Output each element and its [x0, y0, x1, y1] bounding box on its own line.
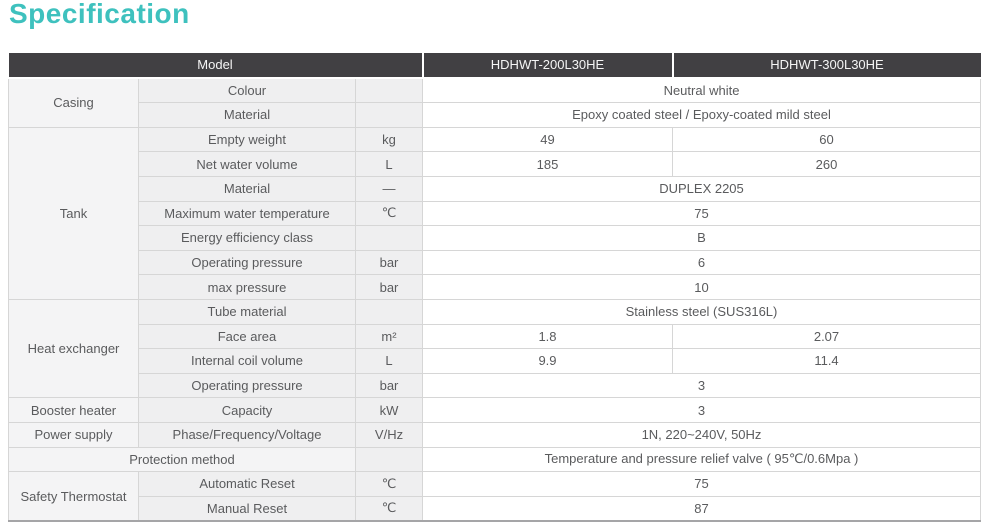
- value-cell: 1N, 220~240V, 50Hz: [423, 422, 981, 447]
- value-cell: Neutral white: [423, 78, 981, 103]
- header-row: [9, 53, 981, 78]
- group-cell: Booster heater: [9, 398, 139, 423]
- group-cell: Tank: [9, 127, 139, 299]
- value-cell: Temperature and pressure relief valve ( 95℃/0.6Mpa ): [423, 447, 981, 472]
- unit-cell: ℃: [356, 201, 423, 226]
- param-cell: Phase/Frequency/Voltage: [139, 422, 356, 447]
- page-title: Specification: [9, 0, 190, 29]
- value-cell: 75: [423, 201, 981, 226]
- unit-cell: L: [356, 152, 423, 177]
- table-row: [9, 447, 981, 472]
- table-row: [9, 250, 981, 275]
- group-cell: Power supply: [9, 422, 139, 447]
- param-cell: max pressure: [139, 275, 356, 300]
- table-row: [9, 398, 981, 423]
- table-row: [9, 373, 981, 398]
- value-cell: 6: [423, 250, 981, 275]
- unit-cell: bar: [356, 275, 423, 300]
- param-cell: Internal coil volume: [139, 349, 356, 374]
- value-cell: 3: [423, 373, 981, 398]
- value-cell: 9.9: [423, 349, 673, 374]
- unit-cell: V/Hz: [356, 422, 423, 447]
- param-cell: Operating pressure: [139, 250, 356, 275]
- table-row: [9, 226, 981, 251]
- param-cell: Energy efficiency class: [139, 226, 356, 251]
- unit-cell: [356, 447, 423, 472]
- table-row: [9, 176, 981, 201]
- param-cell: Net water volume: [139, 152, 356, 177]
- value-cell: DUPLEX 2205: [423, 176, 981, 201]
- spec-table: [8, 53, 981, 522]
- value-cell: 60: [673, 127, 981, 152]
- group-cell: Safety Thermostat: [9, 472, 139, 522]
- param-cell: Maximum water temperature: [139, 201, 356, 226]
- table-row: [9, 324, 981, 349]
- unit-cell: ℃: [356, 472, 423, 497]
- unit-cell: kg: [356, 127, 423, 152]
- group-cell: Casing: [9, 78, 139, 128]
- unit-cell: L: [356, 349, 423, 374]
- table-row: [9, 127, 981, 152]
- table-row: [9, 152, 981, 177]
- param-cell: Operating pressure: [139, 373, 356, 398]
- unit-cell: bar: [356, 250, 423, 275]
- param-cell: Face area: [139, 324, 356, 349]
- value-cell: 2.07: [673, 324, 981, 349]
- unit-cell: [356, 226, 423, 251]
- value-cell: 10: [423, 275, 981, 300]
- table-row: [9, 78, 981, 103]
- value-cell: 75: [423, 472, 981, 497]
- table-row: [9, 349, 981, 374]
- unit-cell: m²: [356, 324, 423, 349]
- value-cell: Epoxy coated steel / Epoxy-coated mild steel: [423, 103, 981, 128]
- param-cell: Capacity: [139, 398, 356, 423]
- param-cell: Tube material: [139, 299, 356, 324]
- param-cell: Colour: [139, 78, 356, 103]
- spec-table-body: [9, 78, 981, 522]
- value-cell: 11.4: [673, 349, 981, 374]
- value-cell: 49: [423, 127, 673, 152]
- group-cell: Protection method: [9, 447, 356, 472]
- spec-table-header: [9, 53, 981, 78]
- table-row: [9, 103, 981, 128]
- value-cell: 185: [423, 152, 673, 177]
- value-cell: B: [423, 226, 981, 251]
- unit-cell: [356, 78, 423, 103]
- table-row: [9, 422, 981, 447]
- value-cell: 1.8: [423, 324, 673, 349]
- model-header-cell: Model: [9, 53, 423, 78]
- group-cell: Heat exchanger: [9, 299, 139, 397]
- table-row: [9, 201, 981, 226]
- param-cell: Manual Reset: [139, 496, 356, 521]
- value-cell: 260: [673, 152, 981, 177]
- param-cell: Automatic Reset: [139, 472, 356, 497]
- unit-cell: ℃: [356, 496, 423, 521]
- unit-cell: bar: [356, 373, 423, 398]
- table-row: [9, 472, 981, 497]
- model-name-cell: HDHWT-200L30HE: [423, 53, 673, 78]
- unit-cell: —: [356, 176, 423, 201]
- unit-cell: [356, 299, 423, 324]
- param-cell: Material: [139, 103, 356, 128]
- param-cell: Empty weight: [139, 127, 356, 152]
- value-cell: 3: [423, 398, 981, 423]
- table-row: [9, 496, 981, 521]
- unit-cell: kW: [356, 398, 423, 423]
- table-row: [9, 275, 981, 300]
- value-cell: Stainless steel (SUS316L): [423, 299, 981, 324]
- model-name-cell: HDHWT-300L30HE: [673, 53, 981, 78]
- param-cell: Material: [139, 176, 356, 201]
- table-row: [9, 299, 981, 324]
- value-cell: 87: [423, 496, 981, 521]
- unit-cell: [356, 103, 423, 128]
